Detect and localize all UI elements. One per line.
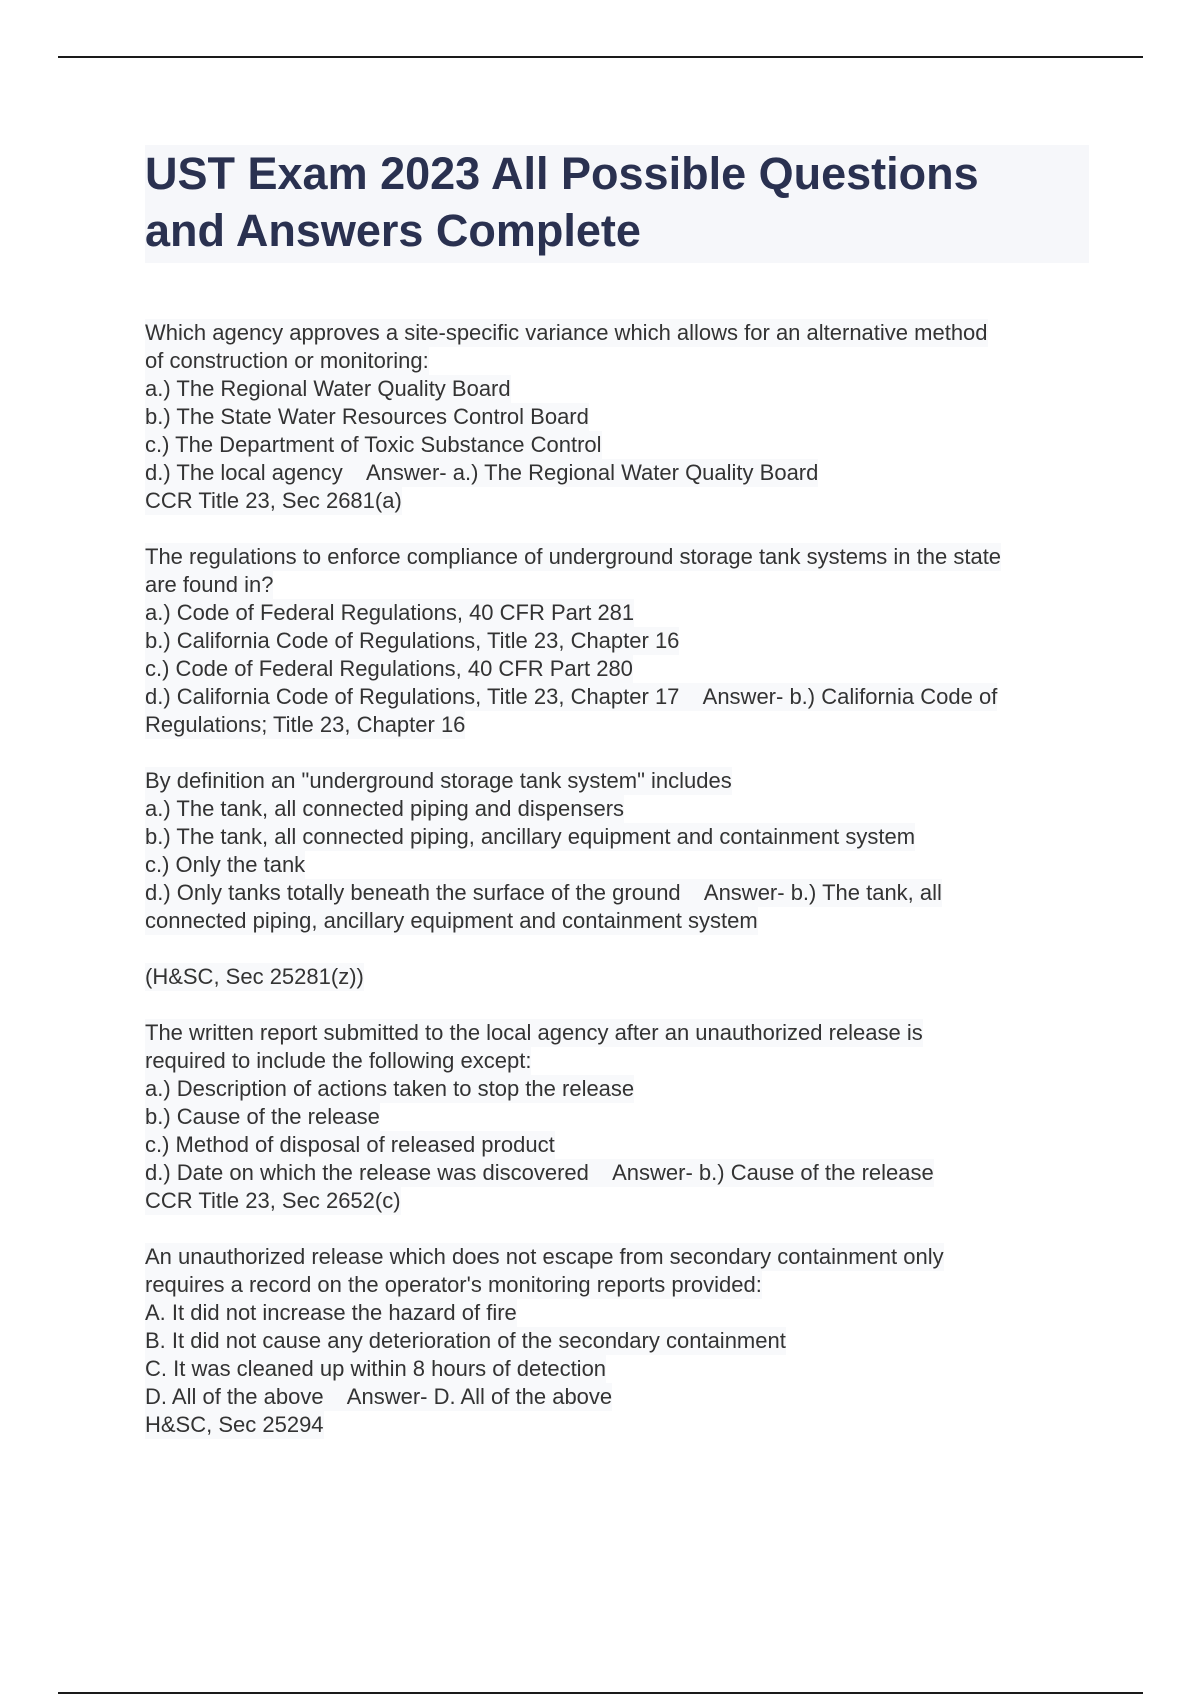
question-block xyxy=(145,1243,1090,1439)
question-line: C. It was cleaned up within 8 hours of detection xyxy=(145,1356,607,1381)
question-line: b.) The tank, all connected piping, ancillary equipment and containment system xyxy=(145,824,916,849)
question-line: B. It did not cause any deterioration of the secondary containment xyxy=(145,1328,786,1353)
question-line: H&SC, Sec 25294 xyxy=(145,1412,324,1437)
question-line: requires a record on the operator's monitoring reports provided: xyxy=(145,1272,762,1297)
question-line: a.) Description of actions taken to stop the release xyxy=(145,1076,635,1101)
question-line: An unauthorized release which does not escape from secondary containment only xyxy=(145,1244,944,1269)
title-line-2: and Answers Complete xyxy=(145,205,641,256)
question-line: b.) The State Water Resources Control Board xyxy=(145,404,589,429)
question-line: Which agency approves a site-specific variance which allows for an alternative method xyxy=(145,320,988,345)
question-line: CCR Title 23, Sec 2652(c) xyxy=(145,1188,401,1213)
question-line: By definition an "underground storage tank system" includes xyxy=(145,768,732,793)
question-block xyxy=(145,543,1090,739)
question-line: d.) Date on which the release was discovered Answer- b.) Cause of the release xyxy=(145,1160,934,1185)
question-block xyxy=(145,767,1090,991)
question-line: Regulations; Title 23, Chapter 16 xyxy=(145,712,466,737)
question-block xyxy=(145,319,1090,515)
question-line: c.) Method of disposal of released product xyxy=(145,1132,555,1157)
question-line: a.) Code of Federal Regulations, 40 CFR Part 281 xyxy=(145,600,635,625)
bottom-rule xyxy=(58,1692,1143,1694)
question-line: a.) The Regional Water Quality Board xyxy=(145,376,511,401)
question-line: c.) Only the tank xyxy=(145,852,306,877)
page-content xyxy=(145,145,1090,1467)
title-line-1: UST Exam 2023 All Possible Questions xyxy=(145,148,979,199)
question-reference: (H&SC, Sec 25281(z)) xyxy=(145,964,364,989)
question-line: d.) The local agency Answer- a.) The Regional Water Quality Board xyxy=(145,460,819,485)
question-line: d.) Only tanks totally beneath the surface of the ground Answer- b.) The tank, all xyxy=(145,880,942,905)
question-line: A. It did not increase the hazard of fire xyxy=(145,1300,517,1325)
question-block xyxy=(145,1019,1090,1215)
question-line: b.) California Code of Regulations, Title 23, Chapter 16 xyxy=(145,628,680,653)
question-list xyxy=(145,319,1090,1439)
question-line: of construction or monitoring: xyxy=(145,348,429,373)
question-line: b.) Cause of the release xyxy=(145,1104,380,1129)
question-line: are found in? xyxy=(145,572,274,597)
title-block xyxy=(145,145,1089,263)
question-line: CCR Title 23, Sec 2681(a) xyxy=(145,488,402,513)
page-title xyxy=(145,145,1085,259)
question-line: The regulations to enforce compliance of underground storage tank systems in the state xyxy=(145,544,1002,569)
question-line: c.) Code of Federal Regulations, 40 CFR Part 280 xyxy=(145,656,633,681)
question-line: c.) The Department of Toxic Substance Control xyxy=(145,432,602,457)
question-line: connected piping, ancillary equipment and containment system xyxy=(145,908,758,933)
question-line: d.) California Code of Regulations, Title 23, Chapter 17 Answer- b.) California Code of xyxy=(145,684,998,709)
question-line: D. All of the above Answer- D. All of the above xyxy=(145,1384,613,1409)
question-line: The written report submitted to the local agency after an unauthorized release is xyxy=(145,1020,923,1045)
question-line: a.) The tank, all connected piping and dispensers xyxy=(145,796,625,821)
reference-spacer xyxy=(145,935,1090,963)
top-rule xyxy=(58,56,1143,58)
question-line: required to include the following except: xyxy=(145,1048,532,1073)
